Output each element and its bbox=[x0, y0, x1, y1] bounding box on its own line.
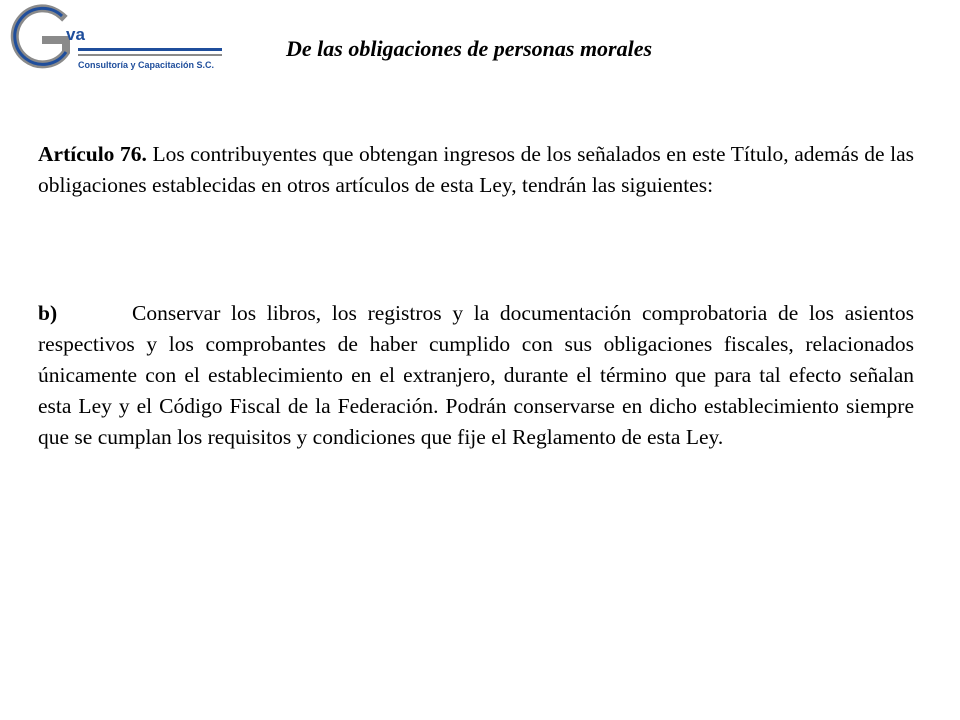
logo-letters: va bbox=[66, 25, 85, 44]
item-letter: b) bbox=[38, 301, 58, 325]
item-text: Conservar los libros, los registros y la documentación comprobatoria de los asientos respectivos y los comprobantes de haber cumplido con sus obligaciones fiscales, relacionados únicamente con el establecimiento en el extranjero, durante el término que para tal efecto señalan esta Ley y el Código Fiscal de la Federación. Podrán conservarse en dicho establecimiento siempre que se cumplan los requisitos y condiciones que fije el Reglamento de esta Ley. bbox=[38, 301, 914, 449]
gva-logo-icon bbox=[4, 4, 234, 74]
article-text: Los contribuyentes que obtengan ingresos de los señalados en este Título, además de las obligaciones establecidas en otros artículos de esta Ley, tendrán las siguientes: bbox=[38, 142, 914, 197]
item-paragraph bbox=[38, 298, 914, 453]
page-title: De las obligaciones de personas morales bbox=[286, 36, 653, 61]
article-label: Artículo 76. bbox=[38, 142, 147, 166]
article-paragraph bbox=[38, 139, 914, 201]
logo-tagline: Consultoría y Capacitación S.C. bbox=[78, 60, 215, 70]
